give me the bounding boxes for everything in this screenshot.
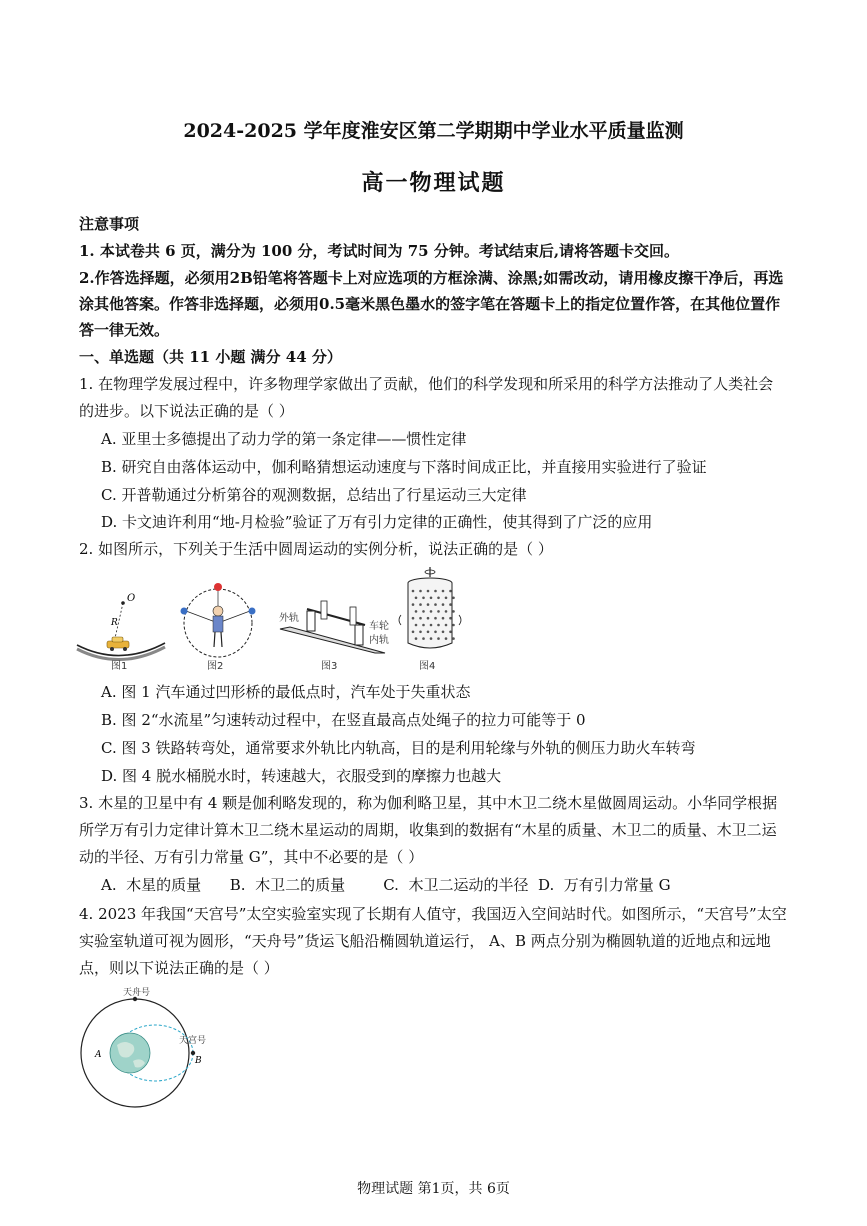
drum-hole — [427, 603, 430, 606]
question-2-option-a: A. 图 1 汽车通过凹形桥的最低点时，汽车处于失重状态 — [101, 683, 471, 701]
question-3-stem-line-1: 3. 木星的卫星中有 4 颗是伽利略发现的，称为伽利略卫星，其中木卫二绕木星做圆周运动。小华同学根据 — [79, 794, 778, 812]
drum-hole — [442, 603, 445, 606]
drum-hole — [419, 603, 422, 606]
drum-hole — [427, 590, 430, 593]
drum-hole — [412, 631, 415, 634]
exam-title: 2024-2025 学年度淮安区第二学期期中学业水平质量监测 — [183, 120, 684, 142]
figure-3-label-inner-rail: 内轨 — [369, 635, 389, 646]
notice-item-2-line-1: 2.作答选择题，必须用2B铅笔将答题卡上对应选项的方框涂满、涂黑;如需改动，请用橡皮擦干净后，再选 — [79, 269, 784, 287]
drum-hole — [437, 637, 440, 640]
drum-hole — [422, 624, 425, 627]
question-1-stem-line-1: 1. 在物理学发展过程中，许多物理学家做出了贡献，他们的科学发现和所采用的科学方法推动了人类社会 — [79, 375, 774, 393]
question-4-stem-line-1: 4. 2023 年我国“天宫号”太空实验室实现了长期有人值守，我国迈入空间站时代。如图所示，“天宫号”太空 — [79, 905, 787, 923]
question-4-stem-line-2: 实验室轨道可视为圆形，“天舟号”货运飞船沿椭圆轨道运行， A、B 两点分别为椭圆轨道的近地点和远地 — [79, 932, 771, 950]
drum-hole — [437, 610, 440, 613]
figure-2-water-meteor — [181, 583, 256, 672]
notice-item-2-line-2: 涂其他答案。作答非选择题，必须用0.5毫米黑色墨水的签字笔在答题卡上的指定位置作答，在其他位置作 — [79, 295, 781, 313]
drum-hole — [442, 590, 445, 593]
drum-hole — [452, 610, 455, 613]
figure-3-caption: 图3 — [321, 661, 338, 672]
question-2-stem: 2. 如图所示，下列关于生活中圆周运动的实例分析，说法正确的是（ ） — [79, 540, 553, 558]
drum-hole — [452, 637, 455, 640]
drum-hole — [430, 637, 433, 640]
exam-subtitle: 高一物理试题 — [361, 170, 506, 196]
figure-4-spin-dryer — [399, 567, 461, 672]
drum-hole — [415, 637, 418, 640]
drum-hole — [452, 597, 455, 600]
drum-hole — [434, 603, 437, 606]
figure-1-label-r: R — [111, 618, 118, 628]
drum-hole — [442, 617, 445, 620]
drum-hole — [434, 631, 437, 634]
label-point-b: B — [195, 1056, 202, 1066]
drum-hole — [422, 637, 425, 640]
figure-2-caption: 图2 — [207, 661, 224, 672]
page-footer: 物理试题 第1页，共 6页 — [357, 1181, 510, 1197]
drum-hole — [430, 610, 433, 613]
drum-hole — [449, 603, 452, 606]
drum-hole — [449, 631, 452, 634]
figure-1-label-o: O — [127, 593, 136, 604]
question-2-option-b: B. 图 2“水流星”匀速转动过程中，在竖直最高点处绳子的拉力可能等于 0 — [101, 711, 586, 729]
drum-hole — [430, 624, 433, 627]
drum-hole — [434, 617, 437, 620]
drum-hole — [412, 603, 415, 606]
figure-3-railway-turn — [279, 601, 389, 672]
question-2-option-c: C. 图 3 铁路转弯处，通常要求外轨比内轨高，目的是利用轮缘与外轨的侧压力助火车转弯 — [101, 739, 696, 757]
drum-hole — [419, 590, 422, 593]
question-1-option-b: B. 研究自由落体运动中，伽利略猜想运动速度与下落时间成正比，并直接用实验进行了验证 — [101, 458, 707, 476]
drum-hole — [442, 631, 445, 634]
question-4-stem-line-3: 点，则以下说法正确的是（ ） — [79, 959, 279, 977]
question-3-options: A. 木星的质量 B. 木卫二的质量 C. 木卫二运动的半径 D. 万有引力常量 G — [101, 876, 671, 894]
drum-hole — [422, 597, 425, 600]
drum-hole — [437, 624, 440, 627]
drum-hole — [445, 637, 448, 640]
question-1-option-a: A. 亚里士多德提出了动力学的第一条定律——惯性定律 — [101, 430, 467, 448]
section-heading: 一、单选题（共 11 小题 满分 44 分） — [79, 348, 342, 366]
figure-3-label-outer-rail: 外轨 — [279, 613, 299, 624]
drum-hole — [422, 610, 425, 613]
figure-1-caption: 图1 — [111, 661, 128, 672]
figure-3-label-wheel: 车轮 — [369, 621, 389, 632]
question-1-option-d: D. 卡文迪许利用“地-月检验”验证了万有引力定律的正确性，使其得到了广泛的应用 — [101, 513, 653, 531]
notice-item-1: 1. 本试卷共 6 页，满分为 100 分，考试时间为 75 分钟。考试结束后,请将答题卡交回。 — [79, 242, 680, 260]
drum-hole — [419, 617, 422, 620]
drum-hole — [427, 617, 430, 620]
question-3-stem-line-3: 动的半径、万有引力常量 G”，其中不必要的是（ ） — [79, 848, 424, 866]
notice-item-2-line-3: 答一律无效。 — [79, 321, 170, 339]
question-1-stem-line-2: 的进步。以下说法正确的是（ ） — [79, 402, 294, 420]
label-tianzhou: 天舟号 — [123, 988, 151, 998]
drum-hole — [449, 617, 452, 620]
drum-hole — [419, 631, 422, 634]
drum-hole — [415, 597, 418, 600]
drum-hole — [445, 624, 448, 627]
label-point-a: A — [95, 1050, 102, 1060]
drum-hole — [434, 590, 437, 593]
question-2-figures — [75, 565, 475, 675]
question-1-option-c: C. 开普勒通过分析第谷的观测数据，总结出了行星运动三大定律 — [101, 486, 527, 504]
question-3-stem-line-2: 所学万有引力定律计算木卫二绕木星运动的周期，收集到的数据有“木星的质量、木卫二的质量、木卫二运 — [79, 821, 777, 839]
drum-hole — [415, 624, 418, 627]
figure-1-concave-bridge — [77, 593, 165, 672]
drum-hole — [449, 590, 452, 593]
drum-hole — [437, 597, 440, 600]
notice-heading: 注意事项 — [79, 215, 140, 233]
drum-hole — [412, 617, 415, 620]
drum-hole — [445, 610, 448, 613]
drum-hole — [452, 624, 455, 627]
drum-hole — [415, 610, 418, 613]
question-2-option-d: D. 图 4 脱水桶脱水时，转速越大，衣服受到的摩擦力也越大 — [101, 767, 502, 785]
question-4-orbit-figure — [75, 985, 235, 1110]
label-tiangong: 天宫号 — [179, 1036, 207, 1046]
drum-hole — [445, 597, 448, 600]
drum-hole — [412, 590, 415, 593]
drum-hole — [427, 631, 430, 634]
drum-hole — [430, 597, 433, 600]
figure-4-caption: 图4 — [419, 661, 436, 672]
